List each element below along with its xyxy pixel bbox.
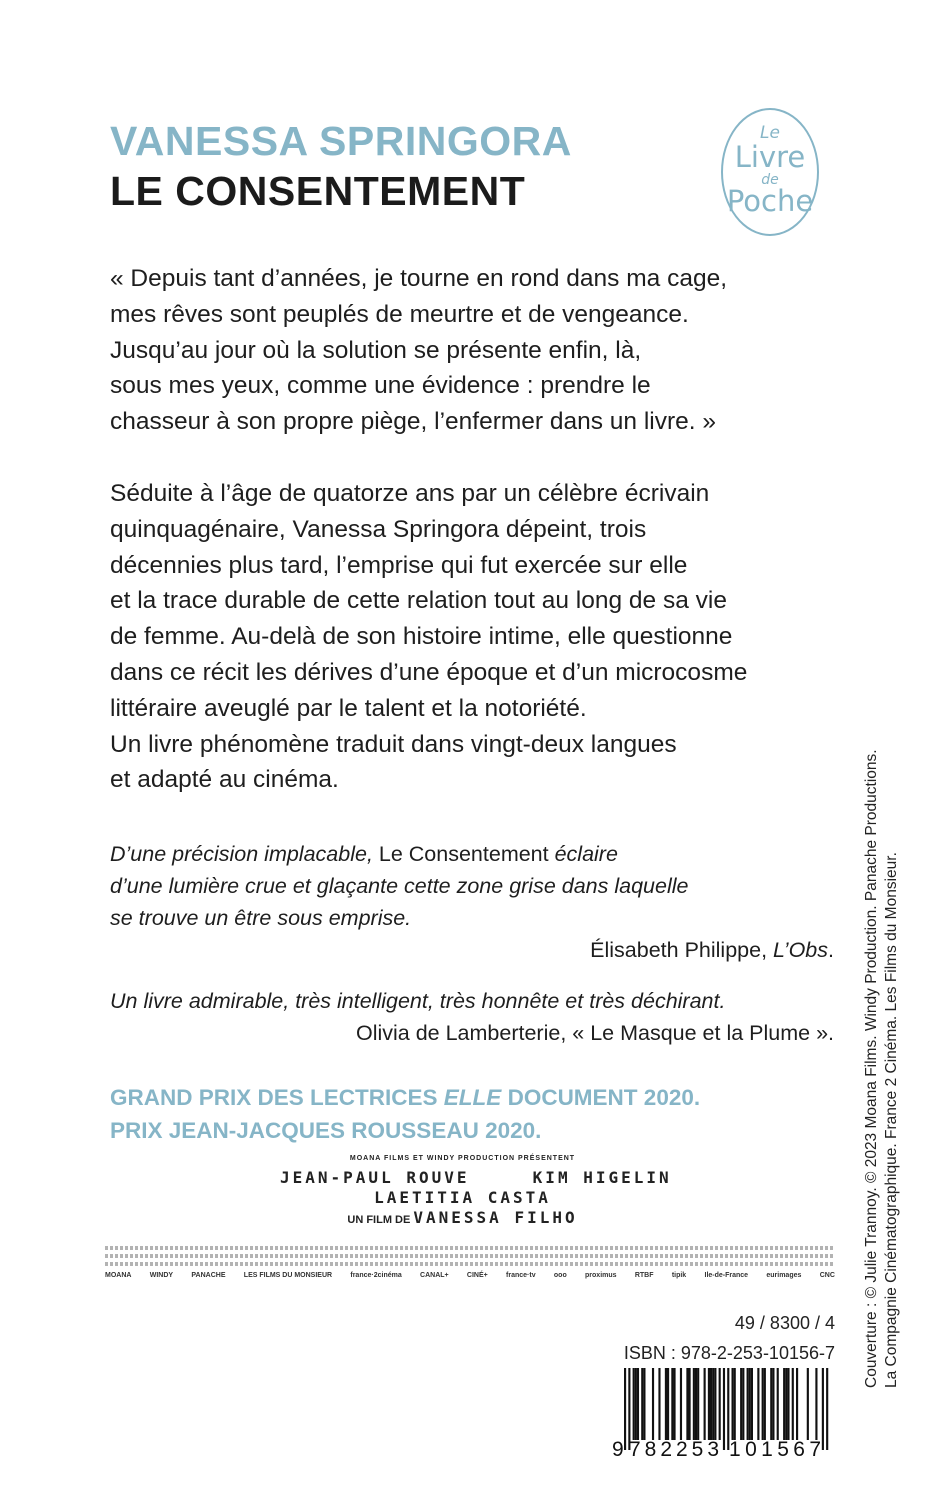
review-text: D’une précision implacable,	[110, 842, 373, 866]
barcode-bar	[643, 1368, 645, 1440]
partner-logo: tipik	[671, 1272, 687, 1279]
barcode-digit: 9	[612, 1438, 624, 1461]
partner-logo: CNC	[819, 1272, 835, 1279]
barcode-bar	[693, 1368, 695, 1440]
barcode-bar	[783, 1368, 785, 1440]
partner-logo: CINÉ+	[466, 1272, 488, 1279]
film-credits	[280, 1155, 672, 1228]
actor-name: LAETITIA CASTA	[374, 1188, 551, 1207]
film-director	[280, 1208, 645, 1228]
barcode-bar	[704, 1368, 706, 1440]
barcode-bar	[635, 1368, 637, 1440]
cover-credits-vertical	[862, 749, 902, 1388]
partner-logo: france·2cinéma	[350, 1272, 402, 1279]
barcode-bar	[697, 1368, 699, 1440]
review-text: éclaire	[554, 842, 618, 866]
actor-name: JEAN-PAUL ROUVE	[280, 1168, 470, 1187]
billing-line	[105, 1246, 835, 1250]
barcode-bar	[686, 1368, 688, 1440]
review-source-end: .	[828, 938, 834, 962]
barcode-bar	[747, 1368, 749, 1440]
barcode-bar	[742, 1368, 744, 1440]
barcode-bar	[764, 1368, 766, 1440]
barcode-bar	[751, 1368, 753, 1440]
barcode-bar	[710, 1368, 712, 1440]
partner-logo: CANAL+	[420, 1272, 449, 1279]
logo-text: de	[761, 172, 779, 188]
partner-logo: eurimages	[766, 1272, 802, 1279]
barcode-bar	[624, 1368, 626, 1450]
description-line: de femme. Au-delà de son histoire intime, elle questionne	[110, 623, 733, 651]
partner-logo: proximus	[585, 1272, 617, 1279]
logo-text: Le	[760, 123, 780, 143]
billing-line	[105, 1262, 835, 1266]
description-line: Un livre phénomène traduit dans vingt-deux langues	[110, 730, 677, 758]
partner-logo: france·tv	[506, 1272, 536, 1279]
barcode-bar	[673, 1368, 675, 1440]
review-source-publication: L’Obs	[773, 938, 829, 962]
barcode-digits-right: 101567	[729, 1438, 821, 1461]
credit-line: La Compagnie Cinématographique. France 2 Cinéma. Les Films du Monsieur.	[883, 852, 900, 1388]
description-line: littéraire aveuglé par le talent et la notoriété.	[110, 694, 587, 722]
catalog-number: 49 / 8300 / 4	[734, 1313, 835, 1333]
press-review-1	[110, 838, 834, 966]
prize-line	[110, 1081, 700, 1114]
isbn-text: ISBN : 978-2-253-10156-7	[623, 1343, 835, 1363]
prize-text: DOCUMENT 2020.	[501, 1085, 701, 1110]
review-line: d’une lumière crue et glaçante cette zone grise dans laquelle	[110, 874, 689, 898]
barcode-bar	[671, 1368, 673, 1440]
barcode-bar	[665, 1368, 667, 1440]
barcode-bar	[772, 1368, 774, 1440]
barcode-bar	[757, 1368, 759, 1440]
partner-logo: WINDY	[149, 1272, 174, 1279]
barcode-bar	[734, 1368, 736, 1440]
description-line: Séduite à l’âge de quatorze ans par un célèbre écrivain	[110, 480, 710, 507]
prizes	[110, 1081, 700, 1147]
quote-line: Jusqu’au jour où la solution se présente enfin, là,	[110, 336, 642, 364]
credit-line: Couverture : © Julie Trannoy. © 2023 Moana Films. Windy Production. Panache Productions.	[863, 749, 880, 1388]
barcode-digits-left: 782253	[629, 1438, 719, 1461]
barcode-bar	[792, 1368, 794, 1440]
barcode-bar	[633, 1368, 635, 1440]
billing-line	[105, 1254, 835, 1258]
film-presents: MOANA FILMS ET WINDY PRODUCTION PRÉSENTENT	[349, 1155, 576, 1162]
quote-line: « Depuis tant d’années, je tourne en rond dans ma cage,	[110, 265, 727, 292]
film-lead-actors	[280, 1168, 672, 1187]
barcode-bar	[695, 1368, 697, 1440]
barcode-bar	[723, 1368, 725, 1450]
barcode-bar	[708, 1368, 710, 1440]
barcode-bar	[787, 1368, 789, 1440]
barcode-bar	[719, 1368, 721, 1440]
catalog-codes	[624, 1308, 835, 1368]
barcode-bar	[641, 1368, 643, 1440]
quote-line: chasseur à son propre piège, l’enfermer dans un livre. »	[110, 408, 717, 436]
excerpt-quote	[110, 261, 830, 440]
author-name: VANESSA SPRINGORA	[110, 118, 572, 164]
partner-logo: ooo	[553, 1272, 567, 1279]
barcode-bar	[680, 1368, 682, 1440]
description-line: décennies plus tard, l’emprise qui fut exercée sur elle	[110, 551, 688, 579]
review-line: se trouve un être sous emprise.	[110, 906, 412, 930]
director-prefix: UN FILM DE	[347, 1214, 414, 1226]
review-line	[110, 838, 834, 870]
logo-text: Poche	[726, 184, 814, 218]
quote-line: mes rêves sont peuplés de meurtre et de vengeance.	[110, 300, 689, 328]
film-billing-block	[105, 1242, 835, 1270]
barcode-bar	[770, 1368, 772, 1440]
review-line: Un livre admirable, très intelligent, très honnête et très déchirant.	[110, 989, 726, 1013]
barcode-bar	[749, 1368, 751, 1440]
review-source	[110, 934, 834, 966]
partner-logo: Ile-de-France	[704, 1272, 749, 1279]
barcode-bar	[777, 1368, 779, 1440]
partner-logo: RTBF	[634, 1272, 654, 1279]
barcode-bar	[652, 1368, 654, 1440]
barcode-bar	[667, 1368, 669, 1440]
barcode-bar	[826, 1368, 828, 1450]
book-description	[110, 476, 830, 798]
barcode-bar	[658, 1368, 660, 1440]
prize-text: GRAND PRIX DES LECTRICES	[110, 1085, 444, 1110]
prize-magazine: ELLE	[443, 1085, 502, 1110]
director-name: VANESSA FILHO	[413, 1208, 578, 1227]
partner-logo: LES FILMS DU MONSIEUR	[243, 1272, 333, 1279]
barcode	[612, 1368, 842, 1462]
book-title-inline: Le Consentement	[372, 842, 555, 866]
barcode-bar	[712, 1368, 714, 1440]
barcode-bar	[714, 1368, 716, 1440]
barcode-bar	[815, 1368, 817, 1440]
partner-logo: MOANA	[105, 1272, 132, 1279]
publisher-logo	[721, 108, 819, 236]
logo-text: Livre	[734, 140, 806, 174]
review-source-name: Élisabeth Philippe,	[590, 938, 774, 962]
barcode-bar	[807, 1368, 809, 1440]
barcode-bar	[796, 1368, 798, 1440]
partner-logo: PANACHE	[191, 1272, 226, 1279]
barcode-bar	[822, 1368, 824, 1450]
description-line: et adapté au cinéma.	[110, 766, 339, 794]
description-line: quinquagénaire, Vanessa Springora dépeint, trois	[110, 515, 647, 543]
description-line: dans ce récit les dérives d’une époque et d’un microcosme	[110, 658, 748, 686]
press-review-2	[110, 985, 834, 1049]
quote-line: sous mes yeux, comme une évidence : prendre le	[110, 372, 651, 400]
barcode-bar	[785, 1368, 787, 1440]
barcode-bar	[689, 1368, 691, 1440]
barcode-bar	[762, 1368, 764, 1440]
barcode-bar	[637, 1368, 639, 1440]
actor-name: KIM HIGELIN	[532, 1168, 672, 1187]
prize-line: PRIX JEAN-JACQUES ROUSSEAU 2020.	[110, 1118, 542, 1143]
description-line: et la trace durable de cette relation tout au long de sa vie	[110, 587, 727, 615]
barcode-bar	[732, 1368, 734, 1440]
review-source: Olivia de Lamberterie, « Le Masque et la Plume ».	[355, 1021, 834, 1045]
barcode-graphic	[612, 1368, 842, 1462]
barcode-bar	[740, 1368, 742, 1440]
book-title: LE CONSENTEMENT	[110, 168, 526, 214]
partner-logos	[105, 1272, 835, 1279]
